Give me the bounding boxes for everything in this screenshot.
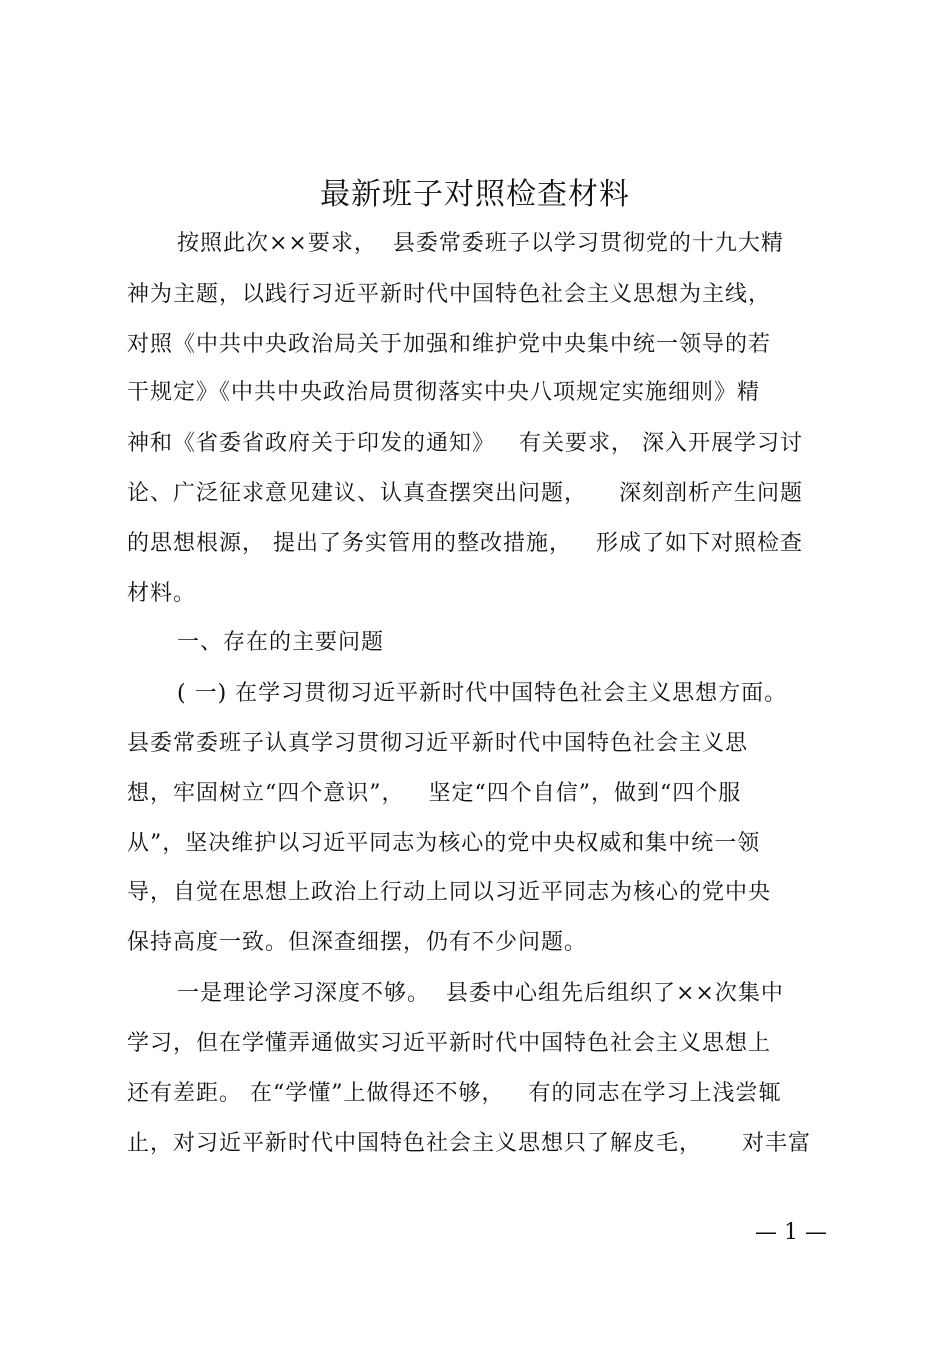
text-line: 论、广泛征求意见建议、认真查摆突出问题， 深刻剖析产生问题	[127, 481, 803, 506]
text-line: 止，对习近平新时代中国特色社会主义思想只了解皮毛， 对丰富	[127, 1131, 811, 1156]
subsection-heading: ( 一) 在学习贯彻习近平新时代中国特色社会主义思想方面。	[177, 681, 788, 706]
text-line: 还有差距。 在“学懂”上做得还不够， 有的同志在学习上浅尝辄	[127, 1081, 782, 1106]
text-line: 神和《省委省政府关于印发的通知》 有关要求， 深入开展学习讨	[127, 431, 803, 456]
text-line: 从”，坚决维护以习近平同志为核心的党中央权威和集中统一领	[127, 831, 761, 856]
text-line: 想，牢固树立“四个意识”， 坚定“四个自信”，做到“四个服	[127, 781, 742, 806]
page-number: — 1 —	[755, 1220, 827, 1245]
text-line: 神为主题，以践行习近平新时代中国特色社会主义思想为主线，	[127, 282, 772, 307]
text-line: 学习，但在学懂弄通做实习近平新时代中国特色社会主义思想上	[127, 1031, 772, 1056]
text-line: 对照《中共中央政治局关于加强和维护党中央集中统一领导的若	[127, 332, 772, 357]
text-line: 一是理论学习深度不够。 县委中心组先后组织了××次集中	[177, 981, 784, 1006]
text-line: 的思想根源， 提出了务实管用的整改措施， 形成了如下对照检查	[127, 531, 803, 556]
section-heading: 一、存在的主要问题	[177, 630, 385, 655]
text-line: 按照此次××要求， 县委常委班子以学习贯彻党的十九大精	[177, 231, 784, 256]
text-line: 材料。	[127, 581, 197, 606]
text-line: 导，自觉在思想上政治上行动上同以习近平同志为核心的党中央	[127, 880, 772, 905]
text-line: 干规定》《中共中央政治局贯彻落实中央八项规定实施细则》精	[127, 380, 761, 405]
text-line: 县委常委班子认真学习贯彻习近平新时代中国特色社会主义思	[127, 731, 749, 756]
text-line: 保持高度一致。但深查细摆，仍有不少问题。	[127, 930, 588, 955]
document-title: 最新班子对照检查材料	[320, 177, 630, 212]
